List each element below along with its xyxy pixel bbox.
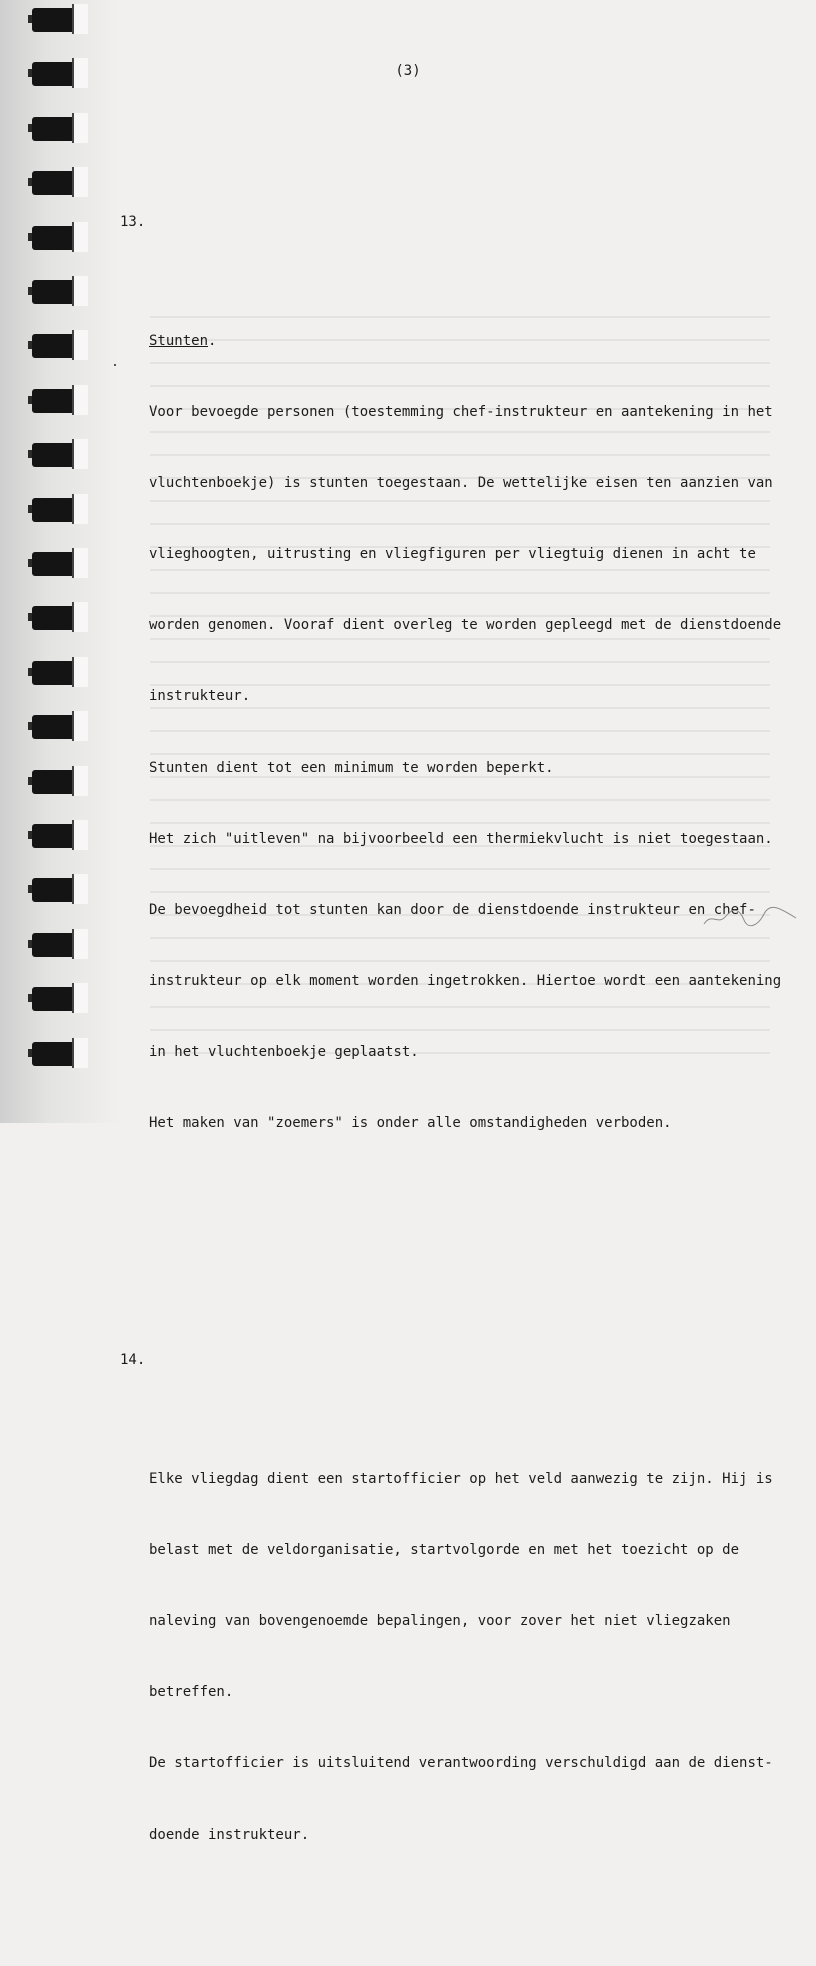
- text-line: betreffen.: [149, 1684, 234, 1701]
- text-line: instrukteur.: [149, 688, 251, 705]
- section-14: [120, 1349, 780, 1942]
- text-line: in het vluchtenboekje geplaatst.: [149, 1044, 419, 1061]
- text-line: De bevoegdheid tot stunten kan door de dienstdoende instrukteur en chef-: [149, 901, 756, 918]
- spiral-binding: [28, 0, 88, 1123]
- binding-ring: [28, 222, 84, 252]
- binding-ring: [28, 711, 84, 741]
- binding-ring: [28, 766, 84, 796]
- text-line: vluchtenboekje) is stunten toegestaan. De wettelijke eisen ten aanzien van: [149, 475, 773, 492]
- text-line: Elke vliegdag dient een startofficier op het veld aanwezig te zijn. Hij is: [149, 1470, 773, 1487]
- text-line: Stunten dient tot een minimum te worden beperkt.: [149, 759, 554, 776]
- text-line: instrukteur op elk moment worden ingetrokken. Hiertoe wordt een aantekening: [149, 972, 782, 989]
- binding-ring: [28, 602, 84, 632]
- text-line: vlieghoogten, uitrusting en vliegfiguren per vliegtuig dienen in acht te: [149, 546, 756, 563]
- text-line: Voor bevoegde personen (toestemming chef-instrukteur en aantekening in het: [149, 404, 773, 421]
- page-number: (3): [395, 63, 421, 79]
- binding-ring: [28, 113, 84, 143]
- binding-ring: [28, 929, 84, 959]
- text-line: De startofficier is uitsluitend verantwoording verschuldigd aan de dienst-: [149, 1755, 773, 1772]
- stray-mark: [114, 364, 116, 366]
- section-number: 13.: [120, 214, 146, 231]
- text-line: Het zich "uitleven" na bijvoorbeeld een thermiekvlucht is niet toegestaan.: [149, 830, 773, 847]
- section-13: 13. Stunten. Voor bevoegde personen (toestemming chef-instrukteur en aantekening in het vluchtenboekje) is stunten toegestaan. De wettelijke eisen ten aanzien van vlieghoogten, uitrusting en vliegfiguren per vliegtuig dienen in acht te worden genomen. Vooraf dient overleg te worden gepleegd met de dienstdoende instrukteur. Stunten dient tot een minimum te worden beperkt. Het zich "uitleven" na bijvoorbeeld een thermiekvlucht is niet toegestaan. De bevoegdheid tot stunten kan door de dienstdoende instrukteur en chef- instrukteur op elk moment worden ingetrokken. Hiertoe wordt een aantekening in het vluchtenboekje geplaatst. Het maken van "zoemers" is onder alle omstandigheden verboden.: [120, 211, 780, 1230]
- binding-ring: [28, 276, 84, 306]
- binding-ring: [28, 983, 84, 1013]
- section-title: Stunten: [149, 332, 209, 349]
- section-number: 14.: [120, 1352, 146, 1369]
- binding-ring: [28, 874, 84, 904]
- text-line: naleving van bovengenoemde bepalingen, voor zover het niet vliegzaken: [149, 1613, 731, 1630]
- text-line: belast met de veldorganisatie, startvolgorde en met het toezicht op de: [149, 1542, 740, 1559]
- document-body: [120, 164, 780, 1966]
- pencil-scribble-mark: [700, 902, 800, 932]
- binding-ring: [28, 657, 84, 687]
- binding-ring: [28, 167, 84, 197]
- text-line: doende instrukteur.: [149, 1826, 310, 1843]
- binding-ring: [28, 439, 84, 469]
- binding-ring: [28, 1038, 84, 1068]
- binding-ring: [28, 385, 84, 415]
- binding-ring: [28, 494, 84, 524]
- binding-ring: [28, 330, 84, 360]
- binding-ring: [28, 4, 84, 34]
- binding-ring: [28, 548, 84, 578]
- binding-ring: [28, 820, 84, 850]
- text-line: Het maken van "zoemers" is onder alle omstandigheden verboden.: [149, 1115, 672, 1132]
- text-line: worden genomen. Vooraf dient overleg te worden gepleegd met de dienstdoende: [149, 617, 782, 634]
